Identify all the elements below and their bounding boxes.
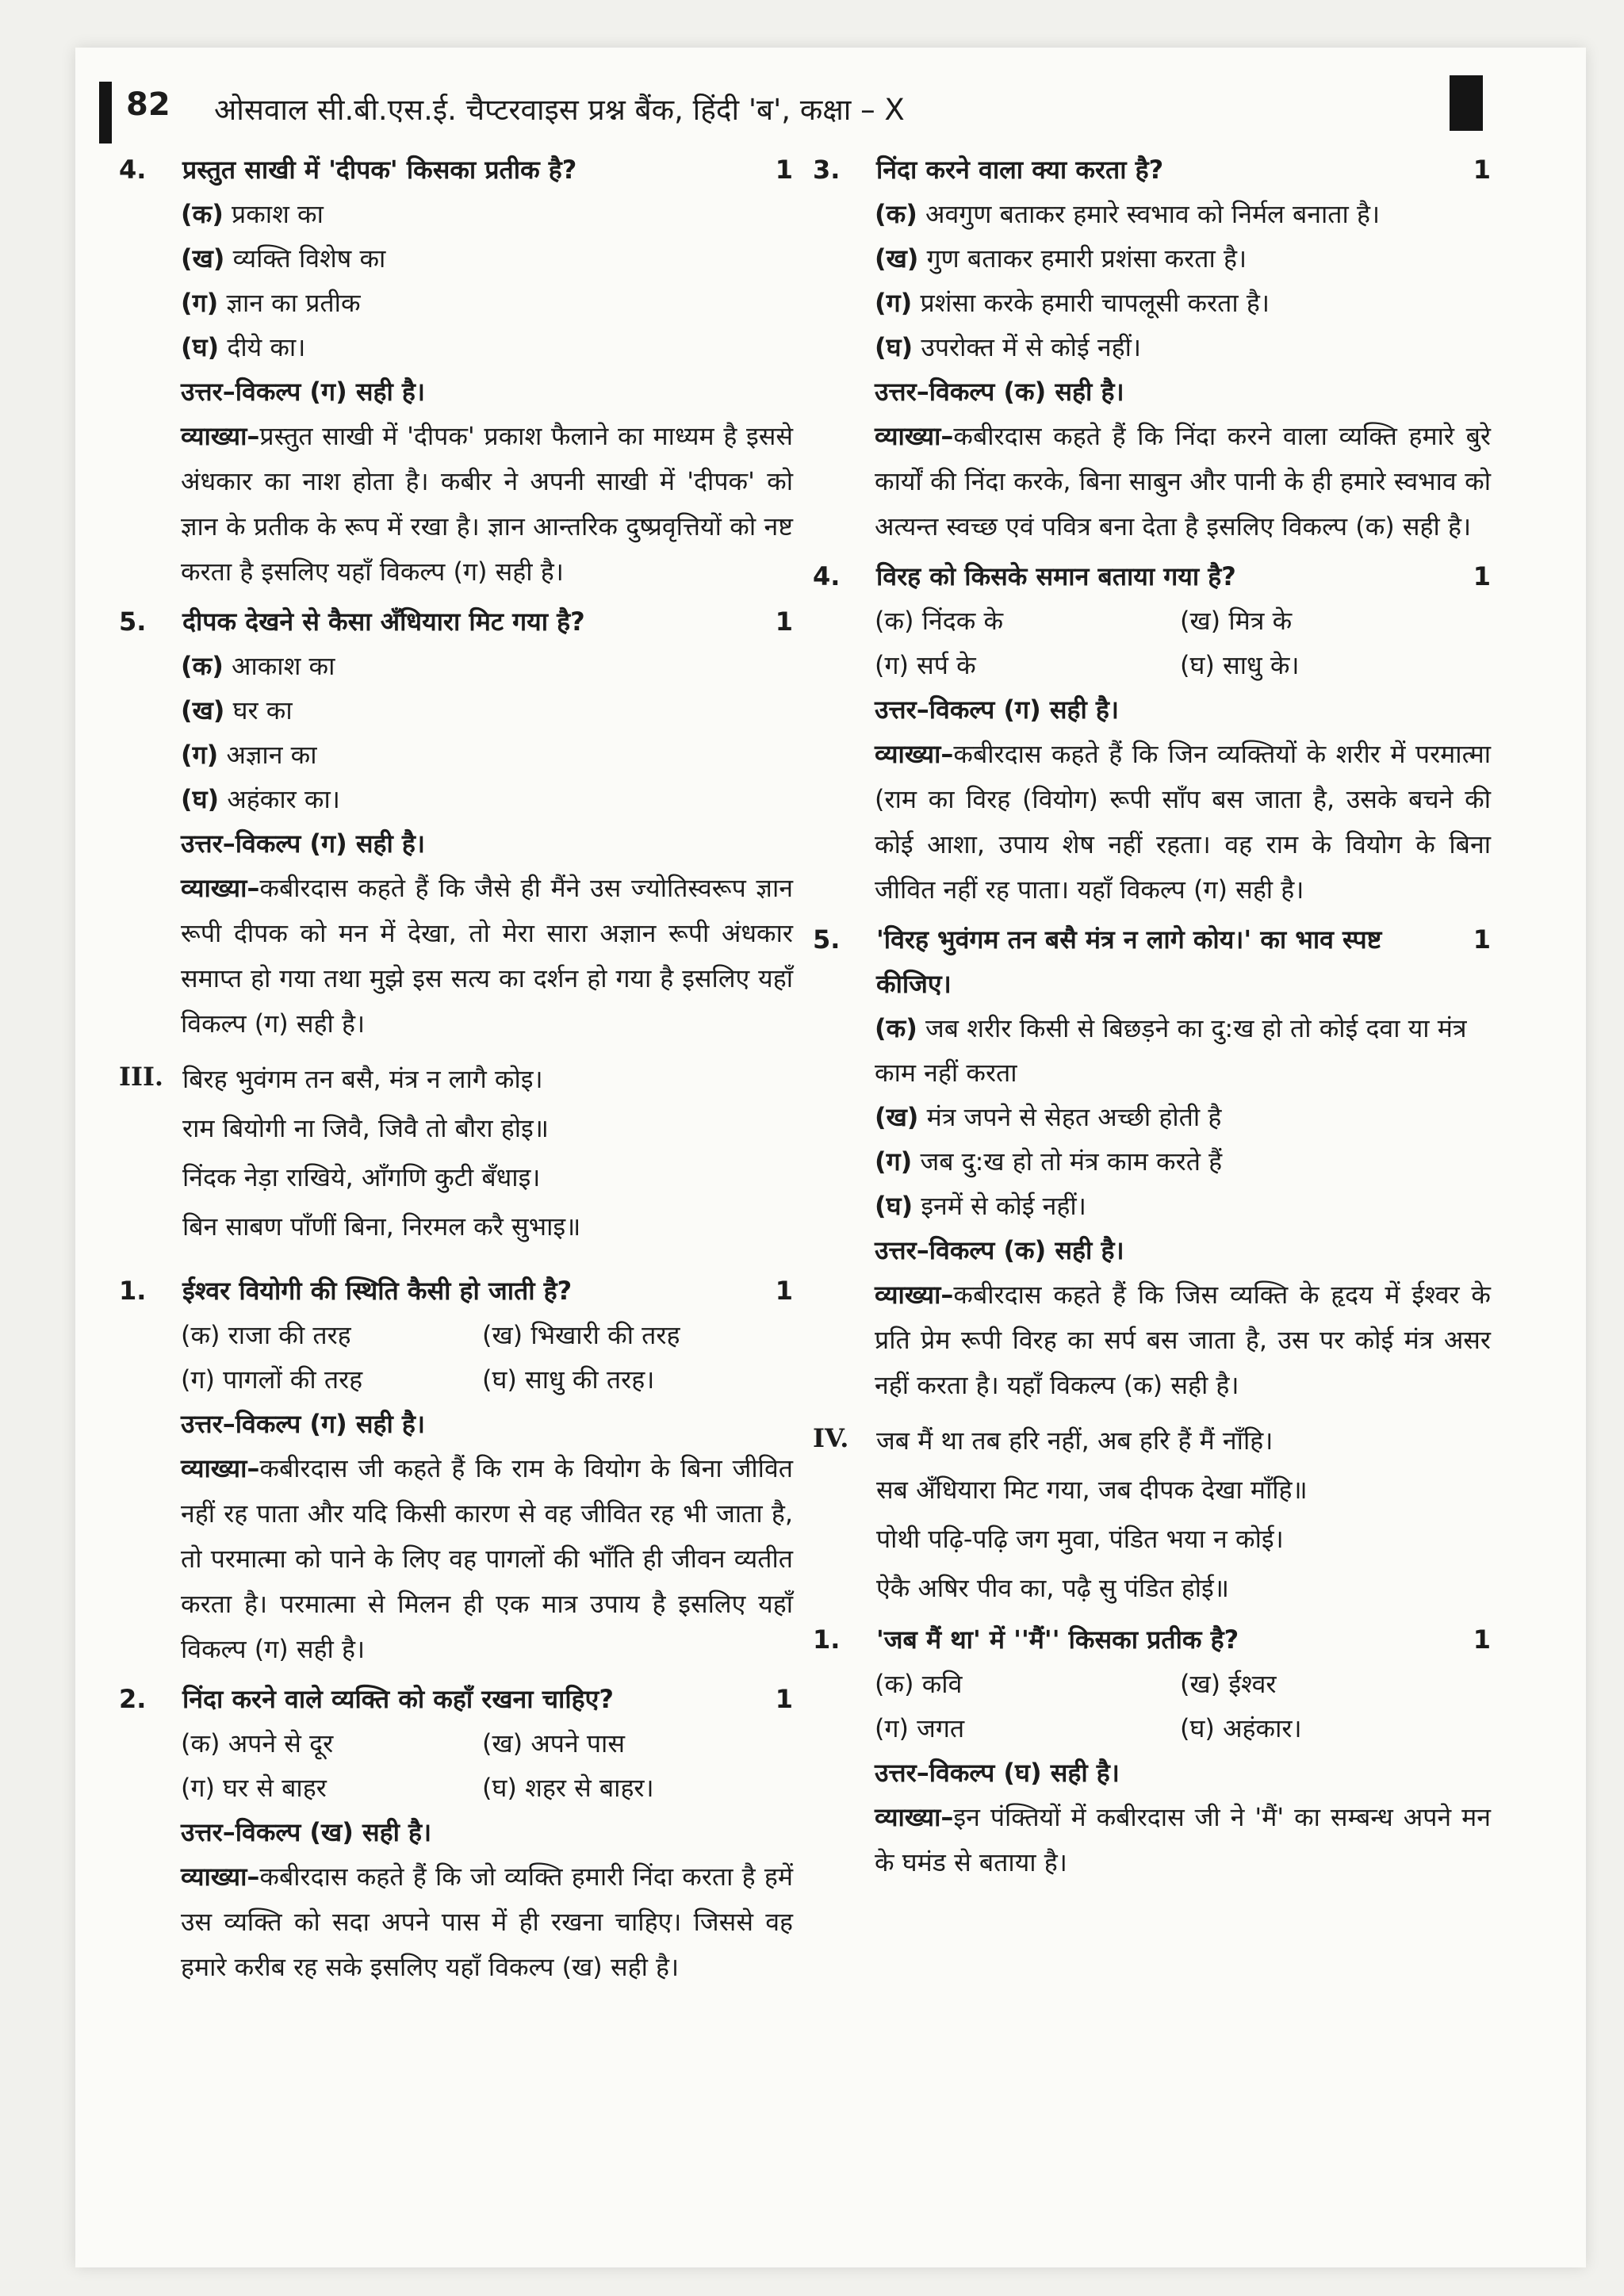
option-text: अवगुण बताकर हमारे स्वभाव को निर्मल बनाता है।	[925, 199, 1381, 229]
option-text: इनमें से कोई नहीं।	[921, 1191, 1086, 1221]
option-label: (ख)	[482, 1320, 523, 1350]
explanation-text: प्रस्तुत साखी में 'दीपक' प्रकाश फैलाने का माध्यम है इससे अंधकार का नाश होता है। कबीर ने अपनी साखी में 'दीपक' को ज्ञान के प्रतीक के रूप में रखा है। ज्ञान आन्तरिक दुष्प्रवृत्तियों को नष्ट करता है इसलिए यहाँ विकल्प (ग) सही है।	[181, 421, 793, 587]
option	[875, 643, 1180, 687]
option-label: (ग)	[181, 1364, 215, 1395]
question-text: दीपक देखने से कैसा अँधियारा मिट गया है?	[182, 607, 585, 637]
options-grid	[813, 1662, 1491, 1751]
question-marks: 1	[1473, 155, 1491, 185]
options-grid	[119, 1313, 793, 1402]
option-text: मंत्र जपने से सेहत अच्छी होती है	[926, 1102, 1222, 1132]
option-label: (ख)	[875, 1102, 919, 1132]
option-label: (ख)	[181, 695, 225, 725]
option-text: अहंकार का।	[227, 784, 340, 814]
question-marks: 1	[775, 607, 793, 637]
right-column	[813, 143, 1491, 1885]
option	[119, 281, 793, 325]
question-text: विरह को किसके समान बताया गया है?	[876, 561, 1236, 591]
option-label: (घ)	[482, 1364, 517, 1395]
option	[875, 1662, 1180, 1706]
option-text: प्रशंसा करके हमारी चापलूसी करता है।	[920, 288, 1270, 318]
option-label: (क)	[875, 199, 917, 229]
option-label: (क)	[181, 1728, 220, 1758]
explanation-label: व्याख्या–	[181, 1453, 260, 1483]
option-label: (ग)	[875, 1146, 913, 1177]
option-label: (क)	[875, 1669, 914, 1699]
option	[813, 281, 1491, 325]
option	[875, 599, 1180, 643]
option	[813, 1006, 1491, 1095]
option	[813, 1139, 1491, 1184]
option-text: अपने से दूर	[228, 1728, 334, 1758]
option	[119, 325, 793, 369]
answer: उत्तर–विकल्प (ग) सही है।	[181, 1409, 426, 1439]
answer: उत्तर–विकल्प (ग) सही है।	[181, 828, 426, 859]
option-text: प्रकाश का	[232, 199, 324, 229]
option-label: (ग)	[181, 1773, 215, 1803]
explanation-label: व्याख्या–	[875, 1280, 954, 1310]
option-text: सर्प के	[917, 650, 976, 680]
question-text: प्रस्तुत साखी में 'दीपक' किसका प्रतीक है?	[182, 155, 577, 185]
option	[119, 236, 793, 281]
option-label: (ख)	[1180, 1669, 1221, 1699]
question	[813, 1617, 1491, 1662]
couplet-line: सब अँधियारा मिट गया, जब दीपक देखा माँहि॥	[876, 1475, 1308, 1505]
couplet-line: राम बियोगी ना जिवै, जिवै तो बौरा होइ॥	[182, 1113, 549, 1143]
option-label: (घ)	[181, 332, 220, 362]
option	[813, 192, 1491, 236]
option-label: (ख)	[1180, 606, 1221, 636]
explanation	[119, 1854, 793, 1990]
header-bar	[99, 82, 112, 144]
option	[181, 1721, 482, 1766]
option-label: (ग)	[181, 288, 219, 318]
option	[181, 1766, 482, 1810]
option	[119, 733, 793, 777]
option-text: अज्ञान का	[226, 740, 317, 770]
option-text: कवि	[921, 1669, 963, 1699]
option-label: (घ)	[875, 1191, 914, 1221]
question-text: 'जब मैं था' में ''मैं'' किसका प्रतीक है?	[876, 1624, 1239, 1655]
couplet-line: बिन साबण पाँणीं बिना, निरमल करै सुभाइ॥	[182, 1211, 581, 1242]
question	[813, 147, 1491, 192]
option-text: साधु के।	[1223, 650, 1300, 680]
option-label: (घ)	[1180, 1713, 1215, 1743]
option-label: (घ)	[1180, 650, 1215, 680]
question	[813, 554, 1491, 599]
option-text: जगत	[917, 1713, 965, 1743]
option-text: साधु की तरह।	[525, 1364, 655, 1395]
option-text: आकाश का	[232, 651, 335, 681]
question-number: 5.	[119, 607, 147, 637]
option	[813, 236, 1491, 281]
couplet-line: पोथी पढ़ि-पढ़ि जग मुवा, पंडित भया न कोई।	[876, 1524, 1284, 1554]
couplet-block	[119, 1054, 793, 1251]
option-text: दीये का।	[227, 332, 306, 362]
explanation-text: कबीरदास कहते हैं कि जो व्यक्ति हमारी निंदा करता है हमें उस व्यक्ति को सदा अपने पास में ही रखना चाहिए। जिससे वह हमारे करीब रह सके इसलिए यहाँ विकल्प (ख) सही है।	[181, 1862, 793, 1982]
explanation-text: कबीरदास कहते हैं कि जिस व्यक्ति के हृदय में ईश्वर के प्रति प्रेम रूपी विरह का सर्प बस जाता है, उस पर कोई मंत्र असर नहीं करता है। यहाँ विकल्प (क) सही है।	[875, 1280, 1491, 1400]
option-label: (ग)	[875, 288, 913, 318]
option-label: (ग)	[875, 1713, 909, 1743]
option	[1180, 1662, 1491, 1706]
question-marks: 1	[1473, 924, 1491, 955]
explanation-text: इन पंक्तियों में कबीरदास जी ने 'मैं' का सम्बन्ध अपने मन के घमंड से बताया है।	[875, 1802, 1491, 1877]
explanation	[813, 732, 1491, 913]
answer: उत्तर–विकल्प (क) सही है।	[875, 1235, 1124, 1265]
couplet-line: बिरह भुवंगम तन बसै, मंत्र न लागै कोइ।	[182, 1064, 543, 1094]
question-text: 'विरह भुवंगम तन बसै मंत्र न लागे कोय।' का भाव स्पष्ट कीजिए।	[876, 924, 1382, 999]
question-text: निंदा करने वाले व्यक्ति को कहाँ रखना चाहिए?	[182, 1684, 614, 1714]
couplet-block	[813, 1416, 1491, 1613]
option-text: ज्ञान का प्रतीक	[226, 288, 361, 318]
explanation-label: व्याख्या–	[875, 739, 954, 769]
explanation-label: व्याख्या–	[181, 421, 260, 451]
question-marks: 1	[775, 1684, 793, 1714]
question-number: 4.	[813, 561, 841, 591]
question-text: निंदा करने वाला क्या करता है?	[876, 155, 1164, 185]
option	[1180, 1706, 1491, 1751]
option-text: राजा की तरह	[228, 1320, 351, 1350]
answer: उत्तर–विकल्प (ग) सही है।	[181, 377, 426, 407]
option	[119, 644, 793, 688]
question-marks: 1	[1473, 561, 1491, 591]
option-text: भिखारी की तरह	[530, 1320, 680, 1350]
explanation	[119, 866, 793, 1047]
question	[119, 147, 793, 192]
option-label: (क)	[181, 199, 224, 229]
options-grid	[813, 599, 1491, 687]
option	[119, 192, 793, 236]
couplet-number: III.	[119, 1062, 164, 1092]
question-number: 3.	[813, 155, 841, 185]
option-label: (क)	[181, 1320, 220, 1350]
option-text: व्यक्ति विशेष का	[232, 243, 386, 274]
question-text: ईश्वर वियोगी की स्थिति कैसी हो जाती है?	[182, 1276, 573, 1306]
option-label: (घ)	[482, 1773, 517, 1803]
question-number: 5.	[813, 924, 841, 955]
explanation-label: व्याख्या–	[181, 873, 260, 903]
option-text: गुण बताकर हमारी प्रशंसा करता है।	[926, 243, 1247, 274]
question	[119, 599, 793, 644]
question-marks: 1	[775, 155, 793, 185]
option	[1180, 599, 1491, 643]
option-text: उपरोक्त में से कोई नहीं।	[921, 332, 1142, 362]
book-title: ओसवाल सी.बी.एस.ई. चैप्टरवाइस प्रश्न बैंक, हिंदी 'ब', कक्षा – X	[214, 93, 905, 127]
explanation	[119, 414, 793, 595]
option-label: (क)	[875, 1013, 917, 1043]
option-label: (घ)	[875, 332, 914, 362]
question-marks: 1	[775, 1276, 793, 1306]
option-label: (क)	[875, 606, 914, 636]
option-text: अहंकार।	[1223, 1713, 1302, 1743]
option	[813, 325, 1491, 369]
option-label: (ग)	[875, 650, 909, 680]
couplet-line: जब मैं था तब हरि नहीं, अब हरि हैं मैं नाँहि।	[876, 1425, 1274, 1456]
couplet-number: IV.	[813, 1423, 849, 1453]
option-label: (क)	[181, 651, 224, 681]
option	[813, 1095, 1491, 1139]
explanation	[119, 1446, 793, 1672]
left-column	[119, 143, 793, 1990]
question-number: 4.	[119, 155, 147, 185]
option	[482, 1766, 793, 1810]
explanation-label: व्याख्या–	[875, 421, 954, 451]
option-text: घर से बाहर	[223, 1773, 327, 1803]
option-text: जब शरीर किसी से बिछड़ने का दु:ख हो तो कोई दवा या मंत्र काम नहीं करता	[875, 1013, 1467, 1088]
explanation	[813, 1272, 1491, 1408]
header-block	[1450, 75, 1483, 131]
option-text: निंदक के	[921, 606, 1004, 636]
explanation-label: व्याख्या–	[181, 1862, 260, 1892]
question-number: 2.	[119, 1684, 147, 1714]
answer: उत्तर–विकल्प (ख) सही है।	[181, 1817, 432, 1847]
option	[1180, 643, 1491, 687]
question	[119, 1269, 793, 1313]
explanation-text: कबीरदास कहते हैं कि जिन व्यक्तियों के शरीर में परमात्मा (राम का विरह (वियोग) रूपी साँप बस जाता है, उसके बचने की कोई आशा, उपाय शेष नहीं रहता। वह राम के वियोग के बिना जीवित नहीं रह पाता। यहाँ विकल्प (ग) सही है।	[875, 739, 1491, 905]
options-grid	[119, 1721, 793, 1810]
option	[119, 688, 793, 733]
option-text: पागलों की तरह	[223, 1364, 363, 1395]
option	[181, 1313, 482, 1357]
couplet-line: ऐकै अषिर पीव का, पढ़ै सु पंडित होई॥	[876, 1573, 1229, 1603]
option-label: (घ)	[181, 784, 220, 814]
option-text: ईश्वर	[1228, 1669, 1277, 1699]
option	[875, 1706, 1180, 1751]
explanation-text: कबीरदास कहते हैं कि निंदा करने वाला व्यक्ति हमारे बुरे कार्यों की निंदा करके, बिना साबुन और पानी के ही हमारे स्वभाव को अत्यन्त स्वच्छ एवं पवित्र बना देता है इसलिए विकल्प (क) सही है।	[875, 421, 1491, 541]
question	[813, 917, 1491, 1006]
option-text: अपने पास	[530, 1728, 625, 1758]
question-number: 1.	[119, 1276, 147, 1306]
option	[482, 1357, 793, 1402]
option	[181, 1357, 482, 1402]
answer: उत्तर–विकल्प (ग) सही है।	[875, 695, 1120, 725]
option-text: शहर से बाहर।	[525, 1773, 654, 1803]
option	[482, 1313, 793, 1357]
question-marks: 1	[1473, 1624, 1491, 1655]
option-label: (ग)	[181, 740, 219, 770]
option	[813, 1184, 1491, 1228]
explanation	[813, 1795, 1491, 1885]
couplet-line: निंदक नेड़ा राखिये, आँगणि कुटी बँधाइ।	[182, 1162, 541, 1192]
page-number: 82	[126, 86, 170, 123]
option-text: मित्र के	[1228, 606, 1293, 636]
option	[119, 777, 793, 821]
question	[119, 1677, 793, 1721]
explanation-label: व्याख्या–	[875, 1802, 954, 1832]
explanation	[813, 414, 1491, 549]
option-label: (ख)	[181, 243, 225, 274]
explanation-text: कबीरदास जी कहते हैं कि राम के वियोग के बिना जीवित नहीं रह पाता और यदि किसी कारण से वह जीवित रह भी जाता है, तो परमात्मा को पाने के लिए वह पागलों की भाँति ही जीवन व्यतीत करता है। परमात्मा से मिलन ही एक मात्र उपाय है इसलिए यहाँ विकल्प (ग) सही है।	[181, 1453, 793, 1664]
option-label: (ख)	[875, 243, 919, 274]
option-text: जब दु:ख हो तो मंत्र काम करते हैं	[920, 1146, 1223, 1177]
answer: उत्तर–विकल्प (क) सही है।	[875, 377, 1124, 407]
option	[482, 1721, 793, 1766]
page-header	[99, 75, 1483, 151]
option-text: घर का	[232, 695, 293, 725]
answer: उत्तर–विकल्प (घ) सही है।	[875, 1758, 1120, 1788]
question-number: 1.	[813, 1624, 841, 1655]
explanation-text: कबीरदास कहते हैं कि जैसे ही मैंने उस ज्योतिस्वरूप ज्ञान रूपी दीपक को मन में देखा, तो मेरा सारा अज्ञान रूपी अंधकार समाप्त हो गया तथा मुझे इस सत्य का दर्शन हो गया है इसलिए यहाँ विकल्प (ग) सही है।	[181, 873, 793, 1039]
option-label: (ख)	[482, 1728, 523, 1758]
